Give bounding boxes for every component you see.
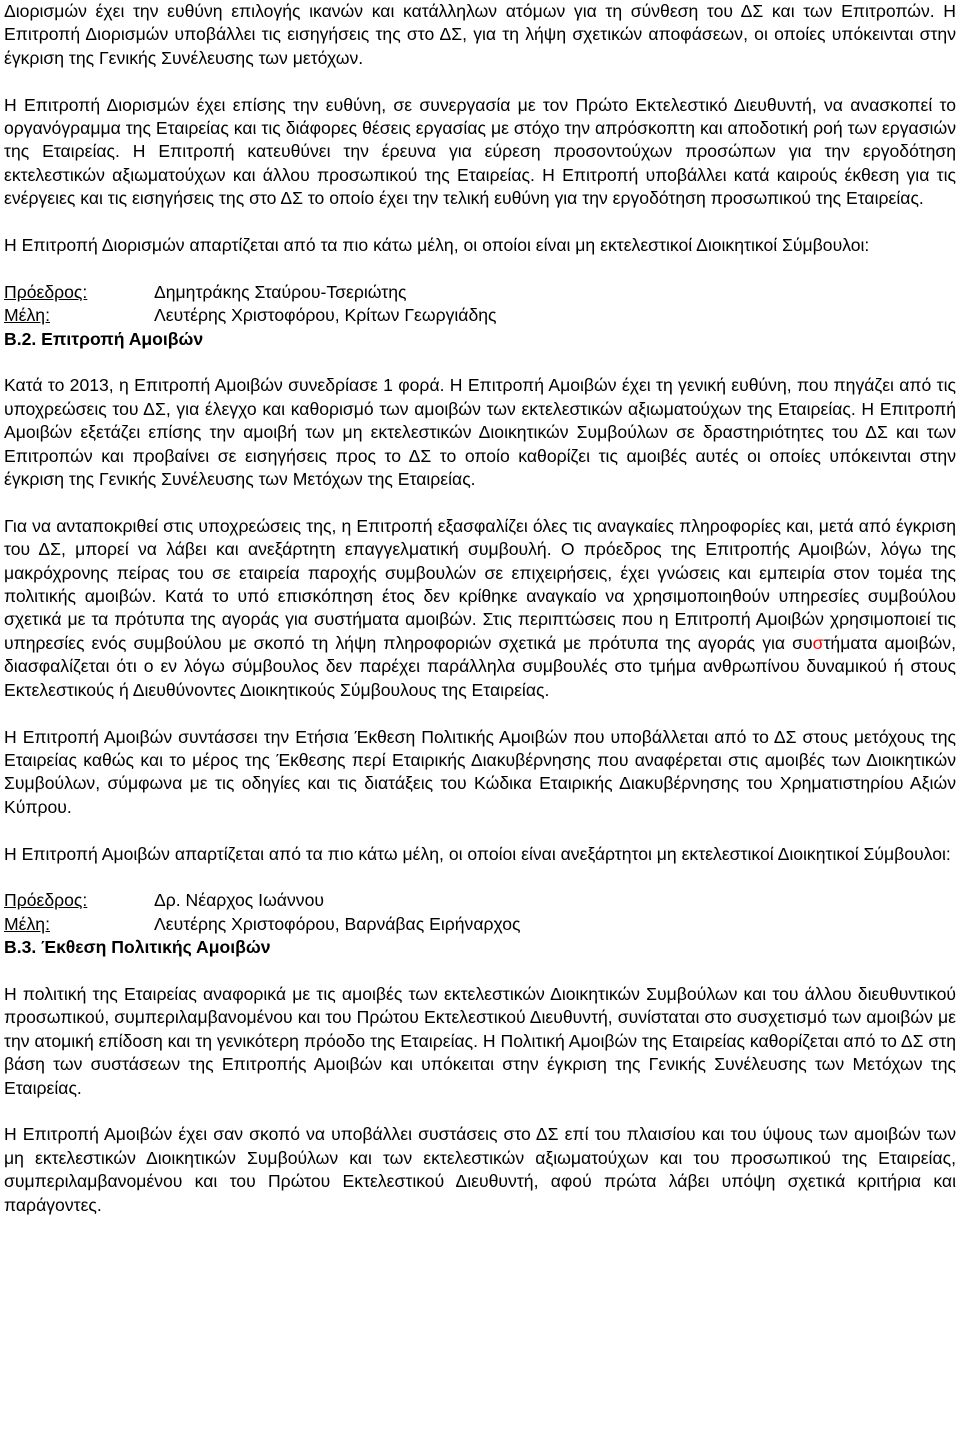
remuneration-paragraph-2 (4, 515, 956, 702)
remuneration-paragraph-2-after: τήματα αμοιβών, διασφαλίζεται ότι ο εν λόγω σύμβουλος δεν παρέχει παράλληλα συμβουλές στο τμήμα ανθρωπίνου δυναμικού ή στους Εκτελεστικούς ή Διευθύνοντες Διοικητικούς Σύμβουλους της Εταιρείας. (4, 632, 956, 700)
members-label: Μέλη: (4, 305, 50, 326)
chair-label: Πρόεδρος: (4, 890, 88, 911)
remuneration-chair-row (4, 889, 956, 912)
members-names: Λευτέρης Χριστοφόρου, Κρίτων Γεωργιάδης (154, 305, 497, 326)
remuneration-committee-list (4, 889, 956, 936)
remuneration-paragraph-1: Κατά το 2013, η Επιτροπή Αμοιβών συνεδρίασε 1 φορά. Η Επιτροπή Αμοιβών έχει τη γενική ευθύνη, που πηγάζει από τις υποχρεώσεις του ΔΣ, για έλεγχο και καθορισμό των αμοιβών των εκτελεστικών αξιωματούχων της Εταιρείας. Η Επιτροπή Αμοιβών εξετάζει επίσης την αμοιβή των μη εκτελεστικών Διοικητικών Συμβούλων σε δραστηριότητες του ΔΣ και των Επιτροπών και προβαίνει σε εισηγήσεις προς το ΔΣ το οποίο καθορίζει τις αμοιβές αυτές οι οποίες υπόκεινται στην έγκριση της Γενικής Συνέλευσης των Μετόχων της Εταιρείας. (4, 375, 956, 490)
section-b2-heading: Β.2. Επιτροπή Αμοιβών (4, 328, 204, 349)
chair-label: Πρόεδρος: (4, 281, 88, 302)
members-names: Λευτέρης Χριστοφόρου, Βαρνάβας Ειρήναρχος (154, 913, 521, 934)
policy-paragraph-1: Η πολιτική της Εταιρείας αναφορικά με τις αμοιβές των εκτελεστικών Διοικητικών Συμβούλων και του άλλου διευθυντικού προσωπικού, συμπεριλαμβανομένου και του Πρώτου Εκτελεστικού Διευθυντή, συνίσταται στο συσχετισμό των αμοιβών με την ατομική επίδοση και τη γενικότερη πρόοδο της Εταιρείας. Η Πολιτική Αμοιβών της Εταιρείας καθορίζεται από το ΔΣ στη βάση των συστάσεων της Επιτροπής Αμοιβών και υπόκειται στην έγκριση της Γενικής Συνέλευσης των Μετόχων της Εταιρείας. (4, 983, 956, 1098)
chair-name: Δημητράκης Σταύρου-Τσεριώτης (154, 281, 407, 302)
nominations-committee-list (4, 281, 956, 328)
remuneration-paragraph-3: Η Επιτροπή Αμοιβών συντάσσει την Ετήσια Έκθεση Πολιτικής Αμοιβών που υποβάλλεται από το ΔΣ στους μετόχους της Εταιρείας καθώς και το μέρος της Έκθεσης περί Εταιρικής Διακυβέρνησης που αναφέρεται στις αμοιβές των Διοικητικών Συμβούλων, σύμφωνα με τις οδηγίες και τις διατάξεις του Κώδικα Εταιρικής Διακυβέρνησης του Χρηματιστηρίου Αξιών Κύπρου. (4, 726, 956, 817)
remuneration-paragraph-2-before: Για να ανταποκριθεί στις υποχρεώσεις της, η Επιτροπή εξασφαλίζει όλες τις αναγκαίες πληροφορίες και, μετά από έγκριση του ΔΣ, μπορεί να λάβει και ανεξάρτητη επαγγελματική συμβουλή. Ο πρόεδρος της Επιτροπής Αμοιβών, λόγω της μακρόχρονης πείρας του σε εταιρεία παροχής συμβουλών σε επιχειρήσεις, έχει γνώσεις και εμπειρία στον τομέα της πολιτικής αμοιβών. Κατά το υπό επισκόπηση έτος δεν κρίθηκε αναγκαίο να χρησιμοποιηθούν υπηρεσίες συμβούλου σχετικά με τα πρότυπα της αγοράς για συστήματα αμοιβών. Στις περιπτώσεις που η Επιτροπή Αμοιβών χρησιμοποιεί τις υπηρεσίες ενός συμβούλου με σκοπό τη λήψη πληροφοριών σχετικά με πρότυπα της αγοράς για συ (4, 515, 956, 653)
remuneration-paragraph-2-highlight: σ (812, 632, 824, 653)
document-page (4, 0, 956, 1217)
nominations-chair-row (4, 281, 956, 304)
members-label: Μέλη: (4, 913, 50, 934)
nominations-members-intro: Η Επιτροπή Διορισμών απαρτίζεται από τα πιο κάτω μέλη, οι οποίοι είναι μη εκτελεστικοί Διοικητικοί Σύμβουλοι: (4, 235, 870, 256)
remuneration-members-intro: Η Επιτροπή Αμοιβών απαρτίζεται από τα πιο κάτω μέλη, οι οποίοι είναι ανεξάρτητοι μη εκτελεστικοί Διοικητικοί Σύμβουλοι: (4, 843, 951, 864)
policy-paragraph-2: Η Επιτροπή Αμοιβών έχει σαν σκοπό να υποβάλλει συστάσεις στο ΔΣ επί του πλαισίου και του ύψους των αμοιβών των μη εκτελεστικών Διοικητικών Συμβούλων και των εκτελεστικών αξιωματούχων και του προσωπικού της Εταιρείας, συμπεριλαμβανομένου και του Πρώτου Εκτελεστικού Διευθυντή, αφού πρώτα λάβει υπόψη σχετικά κριτήρια και παράγοντες. (4, 1124, 956, 1215)
nominations-paragraph: Η Επιτροπή Διορισμών έχει επίσης την ευθύνη, σε συνεργασία με τον Πρώτο Εκτελεστικό Διευθυντή, να ανασκοπεί το οργανόγραμμα της Εταιρείας και τις διάφορες θέσεις εργασίας με στόχο την απρόσκοπτη και αποδοτική ροή των εργασιών της Εταιρείας. Η Επιτροπή κατευθύνει την έρευνα για εύρεση προσοντούχων προσώπων για την εργοδότηση εκτελεστικών αξιωματούχων και άλλου προσωπικού της Εταιρείας. Η Επιτροπή υποβάλλει κατά καιρούς έκθεση για τις ενέργειες και τις εισηγήσεις της στο ΔΣ το οποίο έχει την τελική ευθύνη για την εργοδότηση προσωπικού της Εταιρείας. (4, 94, 956, 209)
chair-name: Δρ. Νέαρχος Ιωάννου (154, 890, 324, 911)
intro-paragraph: Διορισμών έχει την ευθύνη επιλογής ικανών και κατάλληλων ατόμων για τη σύνθεση του ΔΣ και των Επιτροπών. Η Επιτροπή Διορισμών υποβάλλει τις εισηγήσεις της στο ΔΣ, για τη λήψη σχετικών αποφάσεων, οι οποίες υπόκεινται στην έγκριση της Γενικής Συνέλευσης των μετόχων. (4, 1, 956, 68)
nominations-members-row (4, 304, 956, 327)
remuneration-members-row (4, 913, 956, 936)
section-b3-heading: Β.3. Έκθεση Πολιτικής Αμοιβών (4, 937, 271, 958)
